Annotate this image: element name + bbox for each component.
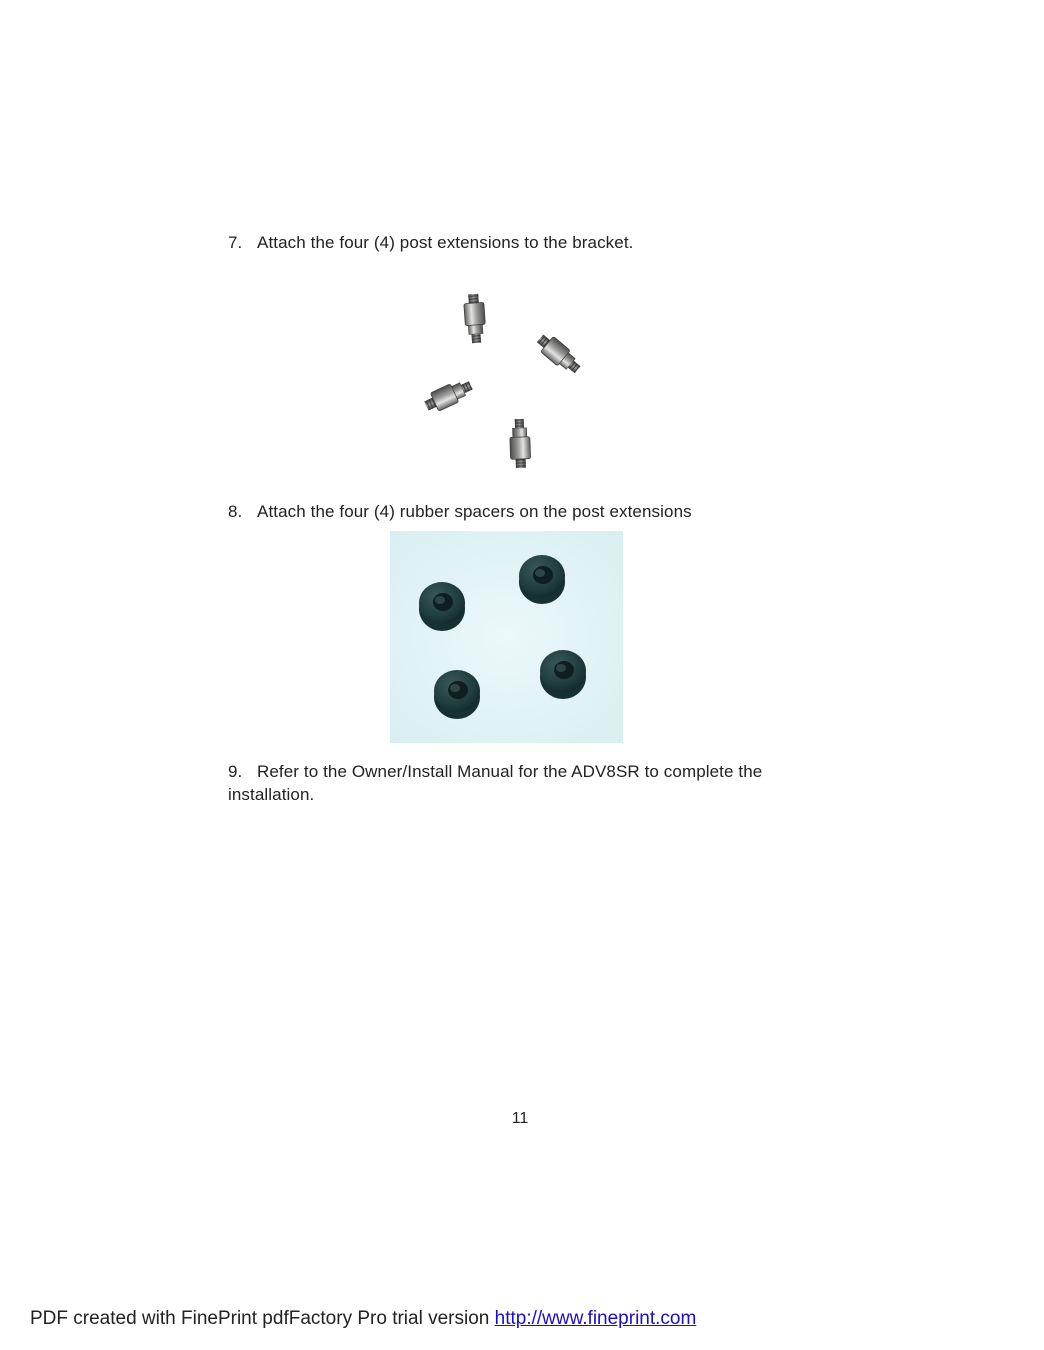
post-extension-1 [463,293,486,343]
footer-text: PDF created with FinePrint pdfFactory Pro trial version [30,1308,490,1329]
step-7 [228,231,633,254]
rubber-spacer-4 [540,650,586,699]
step-9 [228,760,828,806]
step-9-text: Refer to the Owner/Install Manual for the ADV8SR to complete the installation. [228,762,763,804]
step-8 [228,500,692,523]
rubber-spacer-1 [419,582,465,631]
step-7-number: 7. [228,233,243,252]
fineprint-link[interactable]: http://www.fineprint.com [494,1308,697,1329]
post-extensions-illustration [405,280,605,480]
step-8-number: 8. [228,502,243,521]
post-extension-4 [509,419,531,469]
step-7-text: Attach the four (4) post extensions to the bracket. [257,233,634,252]
rubber-spacer-3 [434,670,480,719]
pdf-footer [30,1308,696,1330]
post-extensions-photo [405,280,605,480]
step-8-text: Attach the four (4) rubber spacers on the post extensions [257,502,692,521]
post-extension-2 [534,331,584,378]
page-number-text: 11 [511,1110,529,1127]
rubber-spacer-2 [519,555,565,604]
post-extension-3 [422,376,475,415]
page-number [0,1110,1044,1128]
rubber-spacers-photo [390,531,623,743]
step-9-number: 9. [228,762,243,781]
rubber-spacers-illustration [390,531,623,743]
